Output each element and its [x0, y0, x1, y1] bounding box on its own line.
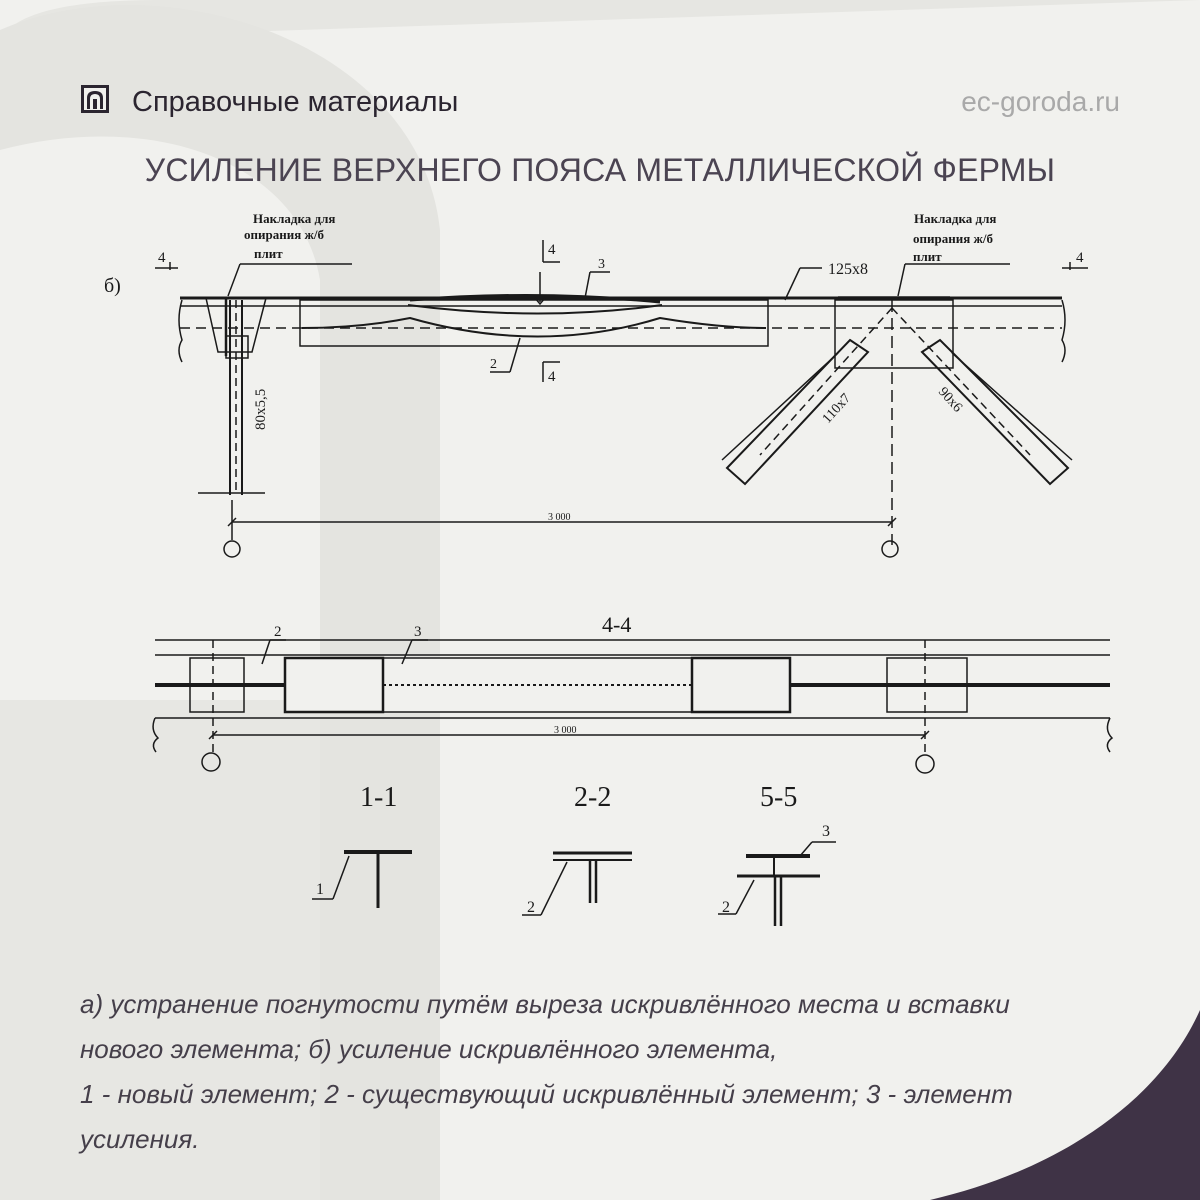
callout-2-section-b: 2 [722, 899, 730, 916]
caption-line2: нового элемента; б) усиление искривлённого элемента, [80, 1034, 778, 1064]
angle-brace-left-label: 110x7 [819, 391, 855, 427]
page-title: УСИЛЕНИЕ ВЕРХНЕГО ПОЯСА МЕТАЛЛИЧЕСКОЙ ФЕРМЫ [144, 152, 1056, 188]
callout-3-top: 3 [598, 257, 605, 272]
header [80, 80, 1120, 130]
dimension-plan: 3 000 [554, 725, 577, 736]
callout-2-plan: 2 [274, 624, 282, 640]
section-mark-bottom: 4 [548, 369, 556, 385]
caption-line3: 1 - новый элемент; 2 - существующий искривлённый элемент; 3 - элемент [80, 1079, 1013, 1109]
caption-line4: усиления. [80, 1124, 200, 1154]
caption-line1: а) устранение погнутости путём выреза искривлённого места и вставки [80, 989, 1010, 1019]
truss-drawing [0, 200, 1200, 960]
variant-label: б) [104, 275, 121, 297]
section-5-5-label: 5-5 [760, 782, 798, 813]
callout-3-plan: 3 [414, 624, 422, 640]
dimension-top: 3 000 [548, 512, 571, 523]
note-left-line2: опирания ж/б [244, 227, 325, 242]
note-left-line1: Накладка для [253, 211, 336, 226]
section-label: Справочные материалы [132, 86, 459, 118]
section-mark-right: 4 [1076, 250, 1084, 266]
angle-brace-right-label: 90x6 [935, 384, 965, 416]
angle-post-label: 80x5,5 [253, 388, 269, 430]
section-1-1-label: 1-1 [360, 782, 398, 813]
callout-2-top: 2 [490, 357, 497, 372]
note-left-line3: плит [254, 246, 283, 261]
callout-2-section-a: 2 [527, 899, 535, 916]
plan-title: 4-4 [602, 612, 632, 637]
angle-top-label: 125x8 [828, 261, 868, 278]
note-right-line3: плит [913, 249, 942, 264]
section-mark-top: 4 [548, 242, 556, 258]
section-mark-left: 4 [158, 250, 166, 266]
arch-building-icon [80, 84, 110, 114]
callout-1-section: 1 [316, 881, 324, 898]
site-url[interactable]: ec-goroda.ru [961, 86, 1120, 117]
callout-3-section: 3 [822, 823, 830, 840]
section-2-2-label: 2-2 [574, 782, 612, 813]
note-right-line1: Накладка для [914, 211, 997, 226]
caption [80, 982, 1120, 1162]
note-right-line2: опирания ж/б [913, 231, 994, 246]
